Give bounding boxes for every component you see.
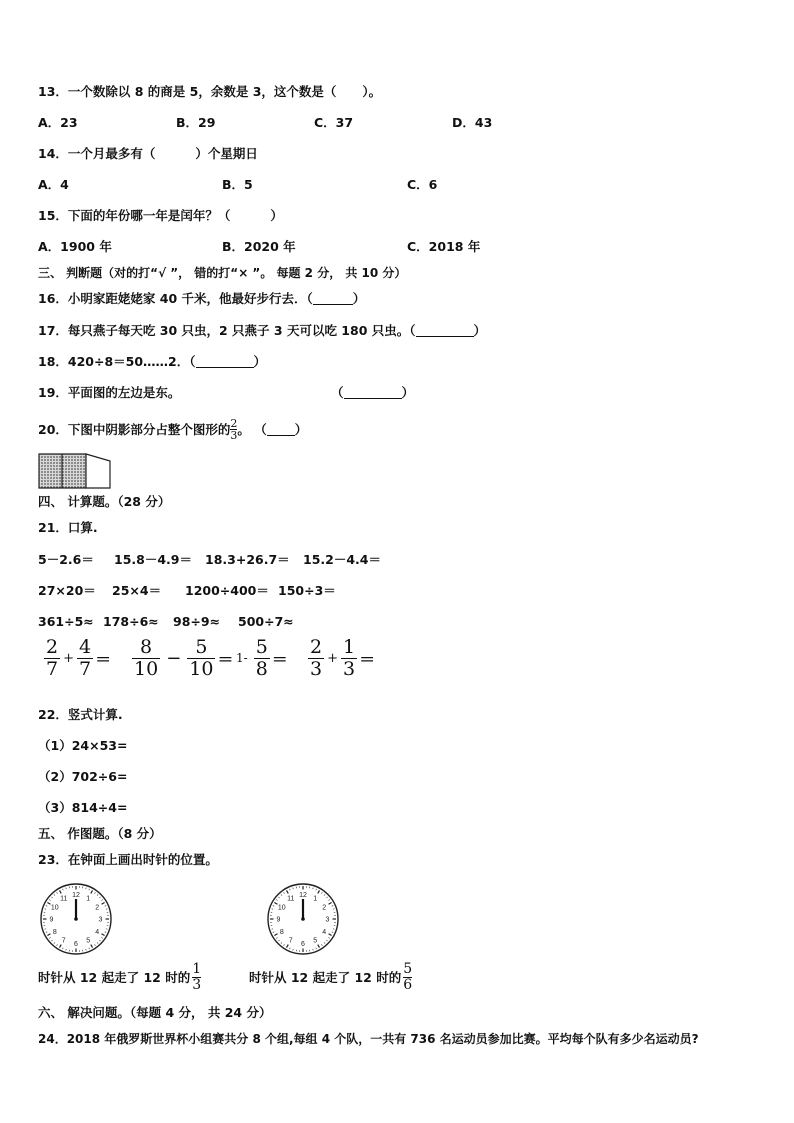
answer-blank[interactable] [416, 324, 474, 337]
q19-answer: （ ） [331, 385, 415, 400]
clock-number: 8 [52, 928, 57, 936]
fraction: $\frac{1}{3}$ [343, 635, 356, 680]
q13-option-b[interactable]: B．29 [176, 115, 216, 130]
clock-number: 7 [288, 937, 293, 945]
clock-number: 5 [86, 937, 91, 945]
clock-number: 4 [322, 928, 327, 936]
fraction-two-thirds: $\frac{2}{3}$ [230, 417, 238, 442]
section-4-heading: 四、 计算题。（28 分） [38, 494, 171, 509]
q21-row3-item4: 500÷7≈ [238, 614, 294, 629]
q14-option-b[interactable]: B．5 [222, 177, 253, 192]
clock-number: 3 [98, 916, 103, 924]
fraction-expression-3: 1- $\frac{5}{8}$ ＝ [236, 635, 288, 680]
shaded-figure [38, 453, 112, 489]
q21-row1-item4: 15.2－4.4＝ [303, 552, 381, 567]
q21-row2-item2: 25×4＝ [112, 583, 162, 598]
clock-center [301, 917, 305, 921]
fraction: $\frac{5}{8}$ [255, 635, 268, 680]
q15-option-a[interactable]: A．1900 年 [38, 239, 112, 254]
q21-title: 21．口算. [38, 520, 98, 535]
q23-left-caption: 时针从 12 起走了 12 时的 $\frac{1}{3}$ [38, 961, 202, 993]
fraction-expression-1: $\frac{2}{7}$ + $\frac{4}{7}$ ＝ [46, 635, 112, 680]
q21-row3-item3: 98÷9≈ [173, 614, 221, 629]
clock-number: 6 [74, 941, 78, 948]
q23-right-caption: 时针从 12 起走了 12 时的 $\frac{5}{6}$ [249, 961, 413, 993]
clock-number: 7 [61, 937, 66, 945]
clock-number: 10 [277, 904, 286, 912]
q21-row2-item4: 150÷3＝ [278, 583, 336, 598]
clock-number: 2 [95, 904, 100, 912]
clock-face-right[interactable] [266, 882, 340, 956]
clock-number: 10 [50, 904, 59, 912]
unshaded-region [86, 454, 110, 488]
q21-row1-item1: 5－2.6＝ [38, 552, 94, 567]
section-6-heading: 六、 解决问题。（每题 4 分， 共 24 分） [38, 1005, 272, 1020]
q14-option-c[interactable]: C．6 [407, 177, 438, 192]
fraction-five-sixths: $\frac{5}{6}$ [403, 961, 413, 993]
q13-option-d[interactable]: D．43 [452, 115, 493, 130]
clock-center [74, 917, 78, 921]
q13-option-c[interactable]: C．37 [314, 115, 354, 130]
clock-number: 9 [49, 916, 54, 924]
clock-number: 1 [313, 895, 318, 903]
answer-blank[interactable] [313, 292, 353, 305]
clock-number: 9 [276, 916, 281, 924]
q17: 17．每只燕子每天吃 30 只虫，2 只燕子 3 天可以吃 180 只虫。（ ） [38, 323, 487, 338]
q21-row1-item2: 15.8－4.9＝ [114, 552, 192, 567]
q21-row2-item1: 27×20＝ [38, 583, 96, 598]
clock-number: 5 [313, 937, 318, 945]
clock-number: 8 [279, 928, 284, 936]
q14-stem: 14．一个月最多有（ ）个星期日 [38, 146, 258, 161]
answer-blank[interactable] [196, 355, 254, 368]
section-3-heading: 三、 判断题（对的打“√ ”， 错的打“× ”。 每题 2 分， 共 10 分） [38, 266, 407, 280]
answer-blank[interactable] [267, 423, 295, 436]
fraction: $\frac{5}{10}$ [189, 635, 214, 680]
fraction-expression-2: $\frac{8}{10}$ − $\frac{5}{10}$ ＝ [134, 635, 234, 680]
q22-item-3: （3）814÷4= [38, 800, 128, 815]
fraction: $\frac{8}{10}$ [134, 635, 159, 680]
section-5-heading: 五、 作图题。（8 分） [38, 826, 162, 841]
fraction: $\frac{2}{7}$ [46, 635, 59, 680]
q21-row3-item2: 178÷6≈ [103, 614, 159, 629]
q15-option-b[interactable]: B．2020 年 [222, 239, 296, 254]
clock-number: 4 [95, 928, 100, 936]
clock-number: 12 [299, 892, 307, 899]
clock-number: 3 [325, 916, 330, 924]
fraction: $\frac{4}{7}$ [79, 635, 92, 680]
q18: 18．420÷8＝50……2．（ ） [38, 354, 267, 369]
q16: 16．小明家距姥姥家 40 千米，他最好步行去．（ ） [38, 291, 366, 306]
answer-blank[interactable] [344, 386, 402, 399]
q21-row2-item3: 1200÷400＝ [185, 583, 269, 598]
q15-stem: 15．下面的年份哪一年是闰年？（ ） [38, 208, 283, 223]
clock-number: 11 [287, 895, 295, 903]
clock-number: 12 [72, 892, 80, 899]
q14-option-a[interactable]: A．4 [38, 177, 69, 192]
q22-item-2: （2）702÷6= [38, 769, 128, 784]
q24: 24．2018 年俄罗斯世界杯小组赛共分 8 个组,每组 4 个队，一共有 736 名运动员参加比赛。平均每个队有多少名运动员? [38, 1032, 699, 1046]
q15-option-c[interactable]: C．2018 年 [407, 239, 481, 254]
fraction: $\frac{2}{3}$ [310, 635, 323, 680]
q13-stem: 13．一个数除以 8 的商是 5，余数是 3，这个数是（ ）。 [38, 84, 382, 99]
q21-row3-item1: 361÷5≈ [38, 614, 94, 629]
clock-number: 11 [60, 895, 68, 903]
q13-option-a[interactable]: A．23 [38, 115, 78, 130]
q19: 19．平面图的左边是东。 [38, 385, 181, 400]
clock-number: 6 [301, 941, 305, 948]
fraction-expression-4: $\frac{2}{3}$ + $\frac{1}{3}$ ＝ [310, 635, 376, 680]
q22-item-1: （1）24×53= [38, 738, 128, 753]
q20: 20．下图中阴影部分占整个图形的 $\frac{2}{3}$ 。 （ ） [38, 417, 308, 442]
q23-title: 23．在钟面上画出时针的位置。 [38, 852, 218, 867]
q22-title: 22．竖式计算. [38, 707, 123, 722]
fraction-one-third: $\frac{1}{3}$ [192, 961, 202, 993]
clock-number: 2 [322, 904, 327, 912]
clock-face-left[interactable] [39, 882, 113, 956]
clock-number: 1 [86, 895, 91, 903]
q21-row1-item3: 18.3+26.7＝ [205, 552, 290, 567]
